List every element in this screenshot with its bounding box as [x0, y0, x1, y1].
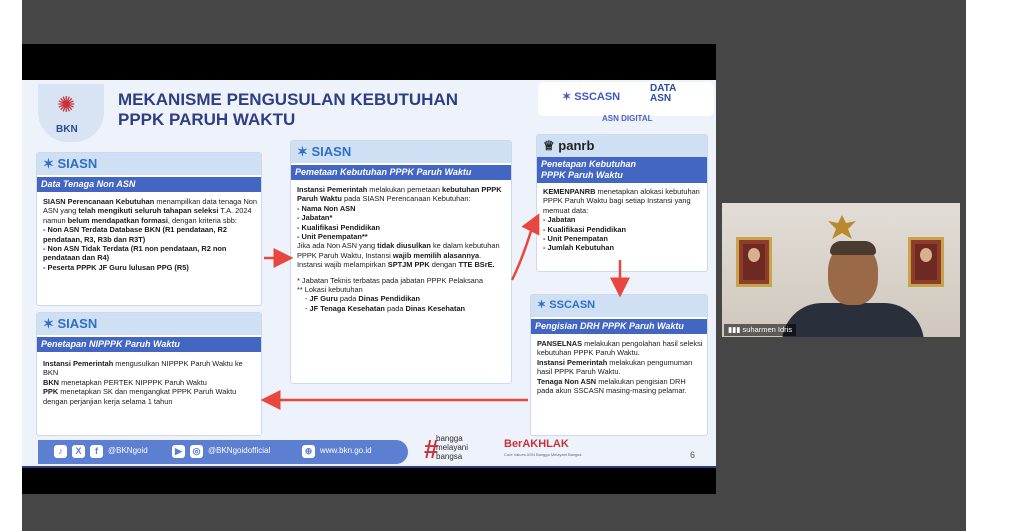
bangga-line: melayani — [436, 443, 469, 452]
text-bold: JF Guru — [309, 294, 338, 304]
text-bold: SIASN Perencanaan Kebutuhan — [43, 197, 155, 206]
youtube-icon: ▶ — [172, 445, 185, 458]
card-subtitle: Penetapan NIPPPK Paruh Waktu — [37, 337, 261, 352]
text: pada SIASN Perencanaan Kebutuhan: — [341, 194, 471, 204]
text: mengusulkan NIPPPK Paruh Waktu ke BKN — [43, 359, 243, 378]
text-bold: Dinas Pendidikan — [358, 294, 421, 304]
card-subtitle: Data Tenaga Non ASN — [37, 177, 261, 192]
presentation-slide — [22, 80, 716, 468]
footer-handle-2: @BKNgoidofficial — [208, 446, 271, 455]
participant-video-tile[interactable] — [722, 203, 960, 337]
siasn-logo-text: SIASN — [311, 144, 352, 159]
facebook-icon: f — [90, 445, 103, 458]
data-asn-text-2: ASN — [650, 93, 672, 104]
bangga-line: bangsa — [436, 452, 463, 461]
list-item: - Jabatan* — [297, 213, 509, 222]
x-icon: X — [72, 445, 85, 458]
siasn-logo-text: SIASN — [57, 316, 98, 331]
berakhlak-logo: BerAKHLAK — [504, 438, 569, 450]
data-asn-text-1: DATA — [650, 83, 677, 94]
siasn-logo: ✶ SIASN — [43, 316, 98, 331]
text: melakukan pengolahan hasil seleksi kebutuhan PPPK Paruh Waktu. — [537, 339, 703, 358]
bkn-logo-text: BKN — [56, 124, 78, 135]
text-bold: kebutuhan PPPK Paruh Waktu — [297, 185, 502, 204]
text-bold: SPTJM PPK — [387, 260, 430, 270]
hash-icon: # — [424, 434, 439, 464]
text: T.A. 2024 namun — [43, 206, 252, 225]
text-bold: Instansi Pemerintah — [43, 359, 114, 368]
text: melakukan pengumuman hasil PPPK Paruh Waktu. — [537, 357, 693, 377]
text-bold: JF Tenaga Kesehatan — [309, 303, 385, 313]
text-bold: PANSELNAS — [537, 339, 583, 348]
arrow-2 — [512, 220, 536, 280]
list-item: - Jabatan — [543, 215, 705, 224]
slide-footer — [38, 440, 408, 464]
slide-bottom-bar — [22, 466, 716, 468]
slide-page-number: 6 — [690, 450, 696, 460]
footer-handle-1: @BKNgoid — [108, 446, 148, 455]
text: Jika ada Non ASN yang — [297, 241, 378, 251]
text: , dengan kriteria sbb: — [167, 215, 237, 225]
card-subtitle: Pengisian DRH PPPK Paruh Waktu — [531, 319, 707, 334]
siasn-logo: ✶ SIASN — [297, 144, 352, 159]
text: menampilkan data tenaga Non ASN yang — [43, 197, 258, 216]
text-bold: Instansi Pemerintah — [537, 357, 608, 367]
bangga-melayani-logo — [424, 434, 469, 464]
instagram-icon: ◎ — [190, 445, 203, 458]
portrait-face — [920, 248, 932, 262]
portrait-face — [748, 248, 760, 262]
text-bold: telah mengikuti seluruh tahapan seleksi — [78, 206, 219, 216]
text: dengan — [429, 260, 459, 270]
sscasn-logo: ✶ SSCASN — [562, 91, 621, 103]
bangga-line: bangga — [436, 434, 463, 443]
text-bold: KEMENPANRB — [543, 187, 596, 196]
text: melakukan pemetaan — [367, 185, 443, 194]
list-item: - Jumlah Kebutuhan — [543, 243, 705, 252]
card-note: ** Lokasi kebutuhan — [297, 285, 363, 295]
title-line-1: MEKANISME PENGUSULAN KEBUTUHAN — [118, 90, 459, 109]
asn-digital-label: ASN DIGITAL — [602, 114, 653, 123]
participant-name-tag — [724, 324, 796, 336]
signal-bars-icon: ▮▮▮ — [728, 325, 743, 334]
text-bold: PPK — [43, 387, 59, 397]
panrb-logo: ♕ panrb — [543, 138, 595, 153]
participant-body — [782, 303, 924, 337]
text: pada — [384, 303, 406, 313]
portrait-frame-left — [736, 237, 772, 287]
subtitle-line: PPPK Paruh Waktu — [541, 170, 623, 180]
garuda-emblem-icon — [826, 213, 858, 241]
card-subtitle: Pemetaan Kebutuhan PPPK Paruh Waktu — [291, 165, 511, 180]
text: pada — [337, 294, 359, 304]
list-item: - Nama Non ASN — [297, 204, 509, 213]
siasn-logo: ✶ SIASN — [43, 156, 98, 171]
title-line-2: PPPK PARUH WAKTU — [118, 110, 296, 129]
text: menetapkan PERTEK NIPPPK Paruh Waktu — [59, 377, 207, 387]
panrb-logo-text: panrb — [558, 138, 595, 153]
text-bold: TTE BSrE. — [458, 260, 495, 270]
text-bold: BKN — [43, 377, 60, 387]
portrait-frame-right — [908, 237, 944, 287]
right-margin — [966, 0, 1024, 531]
subtitle-line: Penetapan Kebutuhan — [541, 159, 637, 169]
berakhlak-tagline: Core Values ASN Bangga Melayani Bangsa — [504, 452, 582, 457]
text-bold: Dinas Kesehatan — [405, 303, 466, 313]
text-bold: wajib memilih alasannya — [392, 250, 480, 260]
text: . — [479, 250, 482, 260]
list-item: - Non ASN Terdata Database BKN (R1 pendataan, R2 pendataan, R3, R3b dan R3T) — [43, 225, 257, 244]
text-bold: tidak diusulkan — [377, 241, 431, 251]
text-bold: Tenaga Non ASN — [537, 376, 597, 386]
list-item: - Non ASN Tidak Terdata (R1 non pendataan, R2 non pendataan dan R4) — [43, 244, 257, 263]
sscasn-logo-text: SSCASN — [549, 299, 596, 311]
globe-icon: ⊕ — [302, 445, 315, 458]
sscasn-text: SSCASN — [574, 91, 621, 103]
list-item: - Kualifikasi Pendidikan — [543, 225, 705, 234]
sscasn-logo: ✶ SSCASN — [537, 299, 596, 311]
card-note: * Jabatan Teknis terbatas pada jabatan PPPK Pelaksana — [297, 275, 483, 285]
text-bold: Instansi Pemerintah — [297, 185, 368, 194]
footer-website: www.bkn.go.id — [320, 446, 372, 455]
participant-hair — [830, 241, 876, 255]
flow-arrows — [22, 80, 716, 468]
list-item: - Unit Penempatan — [543, 234, 705, 243]
text-bold: belum mendapatkan formasi — [67, 215, 168, 225]
text: menetapkan SK dan mengangkat PPPK Paruh Waktu dengan perjanjian kerja selama 1 tahun — [43, 387, 237, 406]
siasn-logo-text: SIASN — [57, 156, 98, 171]
list-item: - Unit Penempatan** — [297, 232, 509, 241]
text: Instansi wajib melampirkan — [297, 260, 388, 270]
text: menetapkan alokasi kebutuhan PPPK Paruh Waktu bagi setiap Instansi yang memuat data: — [543, 187, 700, 215]
list-item: - Kualifikasi Pendidikan — [297, 223, 509, 232]
text: ke dalam kebutuhan PPPK Paruh Waktu, Instansi — [297, 241, 500, 260]
participant-name: suharmen Idris — [742, 325, 793, 334]
bkn-emblem-icon: ✺ — [57, 92, 76, 117]
list-item: - Peserta PPPK JF Guru lulusan PPG (R5) — [43, 263, 257, 272]
tiktok-icon: ♪ — [54, 445, 67, 458]
text: melakukan pengisian DRH pada akun SSCASN masing-masing pelamar. — [537, 376, 687, 396]
